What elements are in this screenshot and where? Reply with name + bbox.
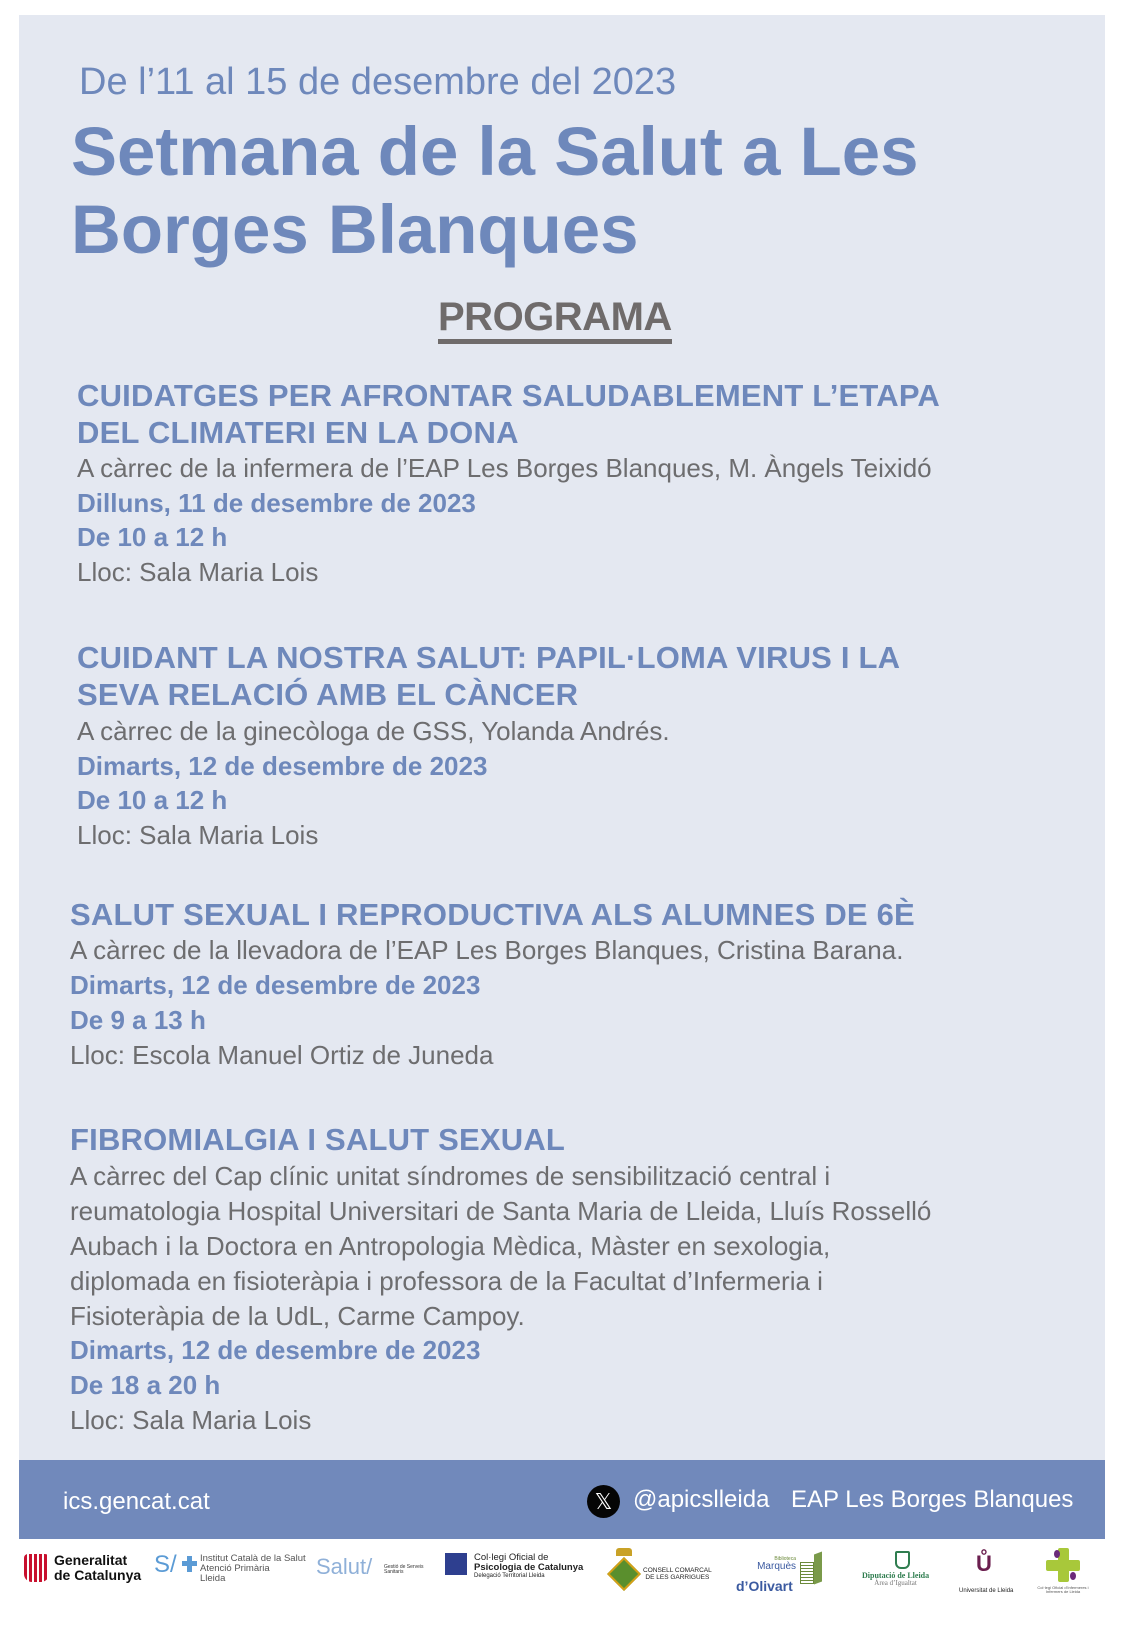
ics-cross-icon <box>182 1556 196 1570</box>
event-speaker: A càrrec de la llevadora de l’EAP Les Borges Blanques, Cristina Barana. <box>70 935 904 965</box>
event-speaker: Fisioteràpia de la UdL, Carme Campoy. <box>70 1301 525 1331</box>
udl-emblem-icon: Ů <box>976 1551 992 1576</box>
event-speaker: A càrrec de la ginecòloga de GSS, Yolanda Andrés. <box>77 716 670 746</box>
logo-text: Àrea d’Igualtat <box>874 1579 917 1588</box>
diputacio-logo <box>862 1572 929 1588</box>
consell-shield-icon <box>607 1557 641 1591</box>
event-title: CUIDATGES PER AFRONTAR SALUDABLEMENT L’ETAPA <box>77 378 941 413</box>
event-title: FIBROMIALGIA I SALUT SEXUAL <box>70 1122 566 1157</box>
page-title-line-2: Borges Blanques <box>71 191 639 268</box>
udl-logo: Universitat de Lleida <box>959 1588 1014 1594</box>
x-logo-icon[interactable]: 𝕏 <box>587 1485 620 1518</box>
logo-text: CONSELL COMARCAL <box>643 1567 712 1574</box>
event-place: Lloc: Sala Maria Lois <box>77 820 319 850</box>
logo-text: Marquès <box>757 1561 796 1573</box>
ics-logo <box>200 1554 306 1584</box>
leaf-icon <box>814 1552 822 1585</box>
programa-heading: PROGRAMA <box>438 297 672 344</box>
copc-emblem-icon <box>445 1553 467 1575</box>
infermeres-cross-icon <box>1046 1548 1080 1582</box>
website-link[interactable]: ics.gencat.cat <box>63 1488 210 1515</box>
event-date: Dimarts, 12 de desembre de 2023 <box>77 751 488 781</box>
olivart-logo <box>748 1557 796 1573</box>
event-place: Lloc: Sala Maria Lois <box>77 557 319 587</box>
salut-logo: Salut/ <box>316 1554 373 1579</box>
page-title-line-1: Setmana de la Salut a Les <box>71 113 919 190</box>
logo-text: Lleida <box>200 1572 226 1584</box>
infermeres-logo: Col·legi Oficial d’Infermeres i Infermers de Lleida <box>1037 1585 1089 1595</box>
event-title: DEL CLIMATERI EN LA DONA <box>77 415 519 450</box>
event-time: De 9 a 13 h <box>70 1005 206 1035</box>
event-place: Lloc: Sala Maria Lois <box>70 1405 312 1435</box>
copc-logo <box>474 1553 583 1579</box>
logo-text: Atenció Primària <box>200 1562 270 1574</box>
logo-text: Psicologia de Catalunya <box>474 1561 584 1573</box>
center-name: EAP Les Borges Blanques <box>791 1486 1074 1513</box>
event-speaker: A càrrec de la infermera de l’EAP Les Borges Blanques, M. Àngels Teixidó <box>77 453 932 483</box>
crown-icon <box>616 1548 632 1556</box>
logo-text: Biblioteca <box>774 1556 796 1562</box>
logo-text: Generalitat <box>54 1552 128 1568</box>
event-speaker: diplomada en fisioteràpia i professora de la Facultat d’Infermeria i <box>70 1266 823 1296</box>
event-title: SEVA RELACIÓ AMB EL CÀNCER <box>77 677 579 712</box>
book-icon <box>800 1562 814 1584</box>
generalitat-logo <box>54 1553 141 1582</box>
olivart-name: d’Olivart <box>736 1578 793 1594</box>
consell-logo <box>643 1568 712 1582</box>
generalitat-emblem-icon <box>24 1554 49 1582</box>
logo-text: de Catalunya <box>54 1566 142 1583</box>
logo-text: Diputació de Lleida <box>862 1571 930 1580</box>
logo-text: Col·legi Oficial de <box>474 1552 549 1563</box>
social-handle[interactable]: @apicslleida <box>633 1486 770 1513</box>
event-speaker: Aubach i la Doctora en Antropologia Mèdica, Màster en sexologia, <box>70 1231 831 1261</box>
event-place: Lloc: Escola Manuel Ortiz de Juneda <box>70 1040 494 1070</box>
diputacio-shield-icon <box>895 1551 910 1569</box>
event-speaker: reumatologia Hospital Universitari de Santa Maria de Lleida, Lluís Rosselló <box>70 1196 932 1226</box>
event-time: De 10 a 12 h <box>77 522 228 552</box>
ics-mark: S/ <box>154 1551 177 1578</box>
logo-text: DE LES GARRIGUES <box>645 1573 710 1581</box>
event-date: Dimarts, 12 de desembre de 2023 <box>70 970 481 1000</box>
event-title: CUIDANT LA NOSTRA SALUT: PAPIL·LOMA VIRUS I LA <box>77 640 901 675</box>
logo-text: Delegació Territorial Lleida <box>474 1572 545 1579</box>
event-time: De 10 a 12 h <box>77 785 228 815</box>
event-date: Dilluns, 11 de desembre de 2023 <box>77 488 476 518</box>
event-title: SALUT SEXUAL I REPRODUCTIVA ALS ALUMNES DE 6È <box>70 897 915 932</box>
event-date: Dimarts, 12 de desembre de 2023 <box>70 1335 481 1365</box>
gss-logo: Gestió de Serveis Sanitaris <box>384 1564 424 1576</box>
logo-text: Institut Català de la Salut <box>200 1553 306 1564</box>
event-speaker: A càrrec del Cap clínic unitat síndromes de sensibilització central i <box>70 1161 831 1191</box>
event-time: De 18 a 20 h <box>70 1370 221 1400</box>
event-dates: De l’11 al 15 de desembre del 2023 <box>79 61 677 103</box>
